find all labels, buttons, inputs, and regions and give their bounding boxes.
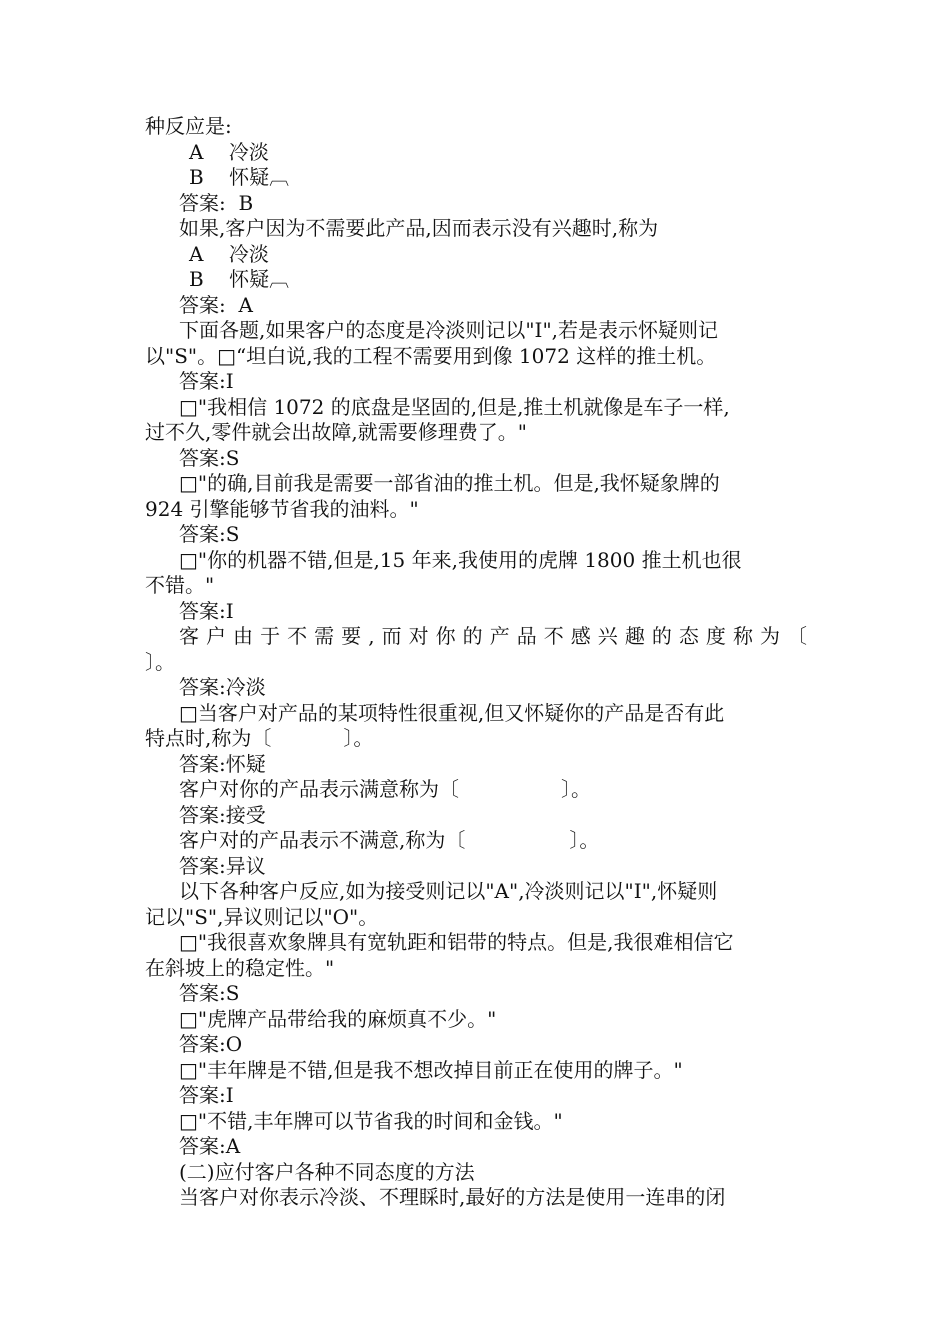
answer-line: 答案:I	[179, 598, 234, 623]
answer-line: 答案:I	[179, 1083, 234, 1107]
question-line: □"的确,目前我是需要一部省油的推土机。但是,我怀疑象牌的	[179, 471, 720, 495]
answer-line: 答案:A	[179, 1134, 241, 1158]
answer-line: 答案: B	[179, 190, 254, 215]
blank-suffix: 〕。	[561, 777, 591, 801]
question-line: 过不久,零件就会出故障,就需要修理费了。"	[145, 420, 527, 444]
text-line: 种反应是:	[145, 114, 232, 138]
answer-line: 答案:O	[179, 1032, 243, 1056]
blank-prefix: 客户对的产品表示不满意,称为〔	[179, 828, 466, 852]
blank-suffix: 〕。	[343, 726, 374, 750]
question-line: 〕。	[145, 649, 175, 674]
paragraph-line: 当客户对你表示冷淡、不理睬时,最好的方法是使用一连串的闭	[179, 1185, 726, 1209]
question-line: 如果,客户因为不需要此产品,因而表示没有兴趣时,称为	[179, 216, 659, 240]
instruction-line: 记以"S",异议则记以"O"。	[145, 904, 379, 929]
answer-line: 答案:I	[179, 369, 234, 393]
blank-prefix: 客户对你的产品表示满意称为〔	[179, 777, 459, 801]
option-b: B 怀疑︹	[189, 267, 290, 291]
option-a: A 冷淡	[189, 241, 269, 266]
question-line-blank	[145, 726, 810, 752]
question-line: □"我很喜欢象牌具有宽轨距和铝带的特点。但是,我很难相信它	[179, 930, 734, 954]
question-line: □"丰年牌是不错,但是我不想改掉目前正在使用的牌子。"	[179, 1057, 683, 1082]
answer-line: 答案:接受	[179, 802, 266, 827]
answer-line: 答案:怀疑	[179, 751, 266, 776]
document-page	[145, 114, 810, 1211]
question-line: □"不错,丰年牌可以节省我的时间和金钱。"	[179, 1108, 563, 1133]
answer-line: 答案:S	[179, 445, 240, 470]
question-line-blank	[145, 828, 810, 854]
answer-line: 答案:异议	[179, 853, 266, 878]
answer-line: 答案:S	[179, 981, 240, 1005]
instruction-line: 下面各题,如果客户的态度是冷淡则记以"I",若是表示怀疑则记	[179, 318, 719, 342]
question-line: □当客户对产品的某项特性很重视,但又怀疑你的产品是否有此	[179, 700, 725, 725]
instruction-line: 以下各种客户反应,如为接受则记以"A",冷淡则记以"I",怀疑则	[179, 879, 718, 903]
question-line: 924 引擎能够节省我的油料。"	[145, 496, 419, 521]
question-line: □"我相信 1072 的底盘是坚固的,但是,推土机就像是车子一样,	[179, 394, 730, 419]
instruction-line: 以"S"。□“坦白说,我的工程不需要用到像 1072 这样的推土机。	[145, 343, 717, 368]
answer-line: 答案:S	[179, 522, 240, 546]
question-line: □"你的机器不错,但是,15 年来,我使用的虎牌 1800 推土机也很	[179, 547, 742, 572]
question-line: 在斜坡上的稳定性。"	[145, 955, 335, 980]
question-line: □"虎牌产品带给我的麻烦真不少。"	[179, 1006, 497, 1031]
option-a: A 冷淡	[189, 139, 269, 164]
answer-line: 答案: A	[179, 292, 253, 317]
blank-prefix: 特点时,称为〔	[145, 726, 272, 750]
question-line-blank	[145, 777, 810, 803]
answer-line: 答案:冷淡	[179, 675, 266, 699]
blank-suffix: 〕。	[569, 828, 600, 852]
option-b: B 怀疑︹	[189, 165, 290, 189]
question-line: 客户由于不需要,而对你的产品不感兴趣的态度称为〔	[179, 624, 810, 648]
question-line: 不错。"	[145, 573, 215, 597]
section-heading: (二)应付客户各种不同态度的方法	[179, 1159, 475, 1184]
